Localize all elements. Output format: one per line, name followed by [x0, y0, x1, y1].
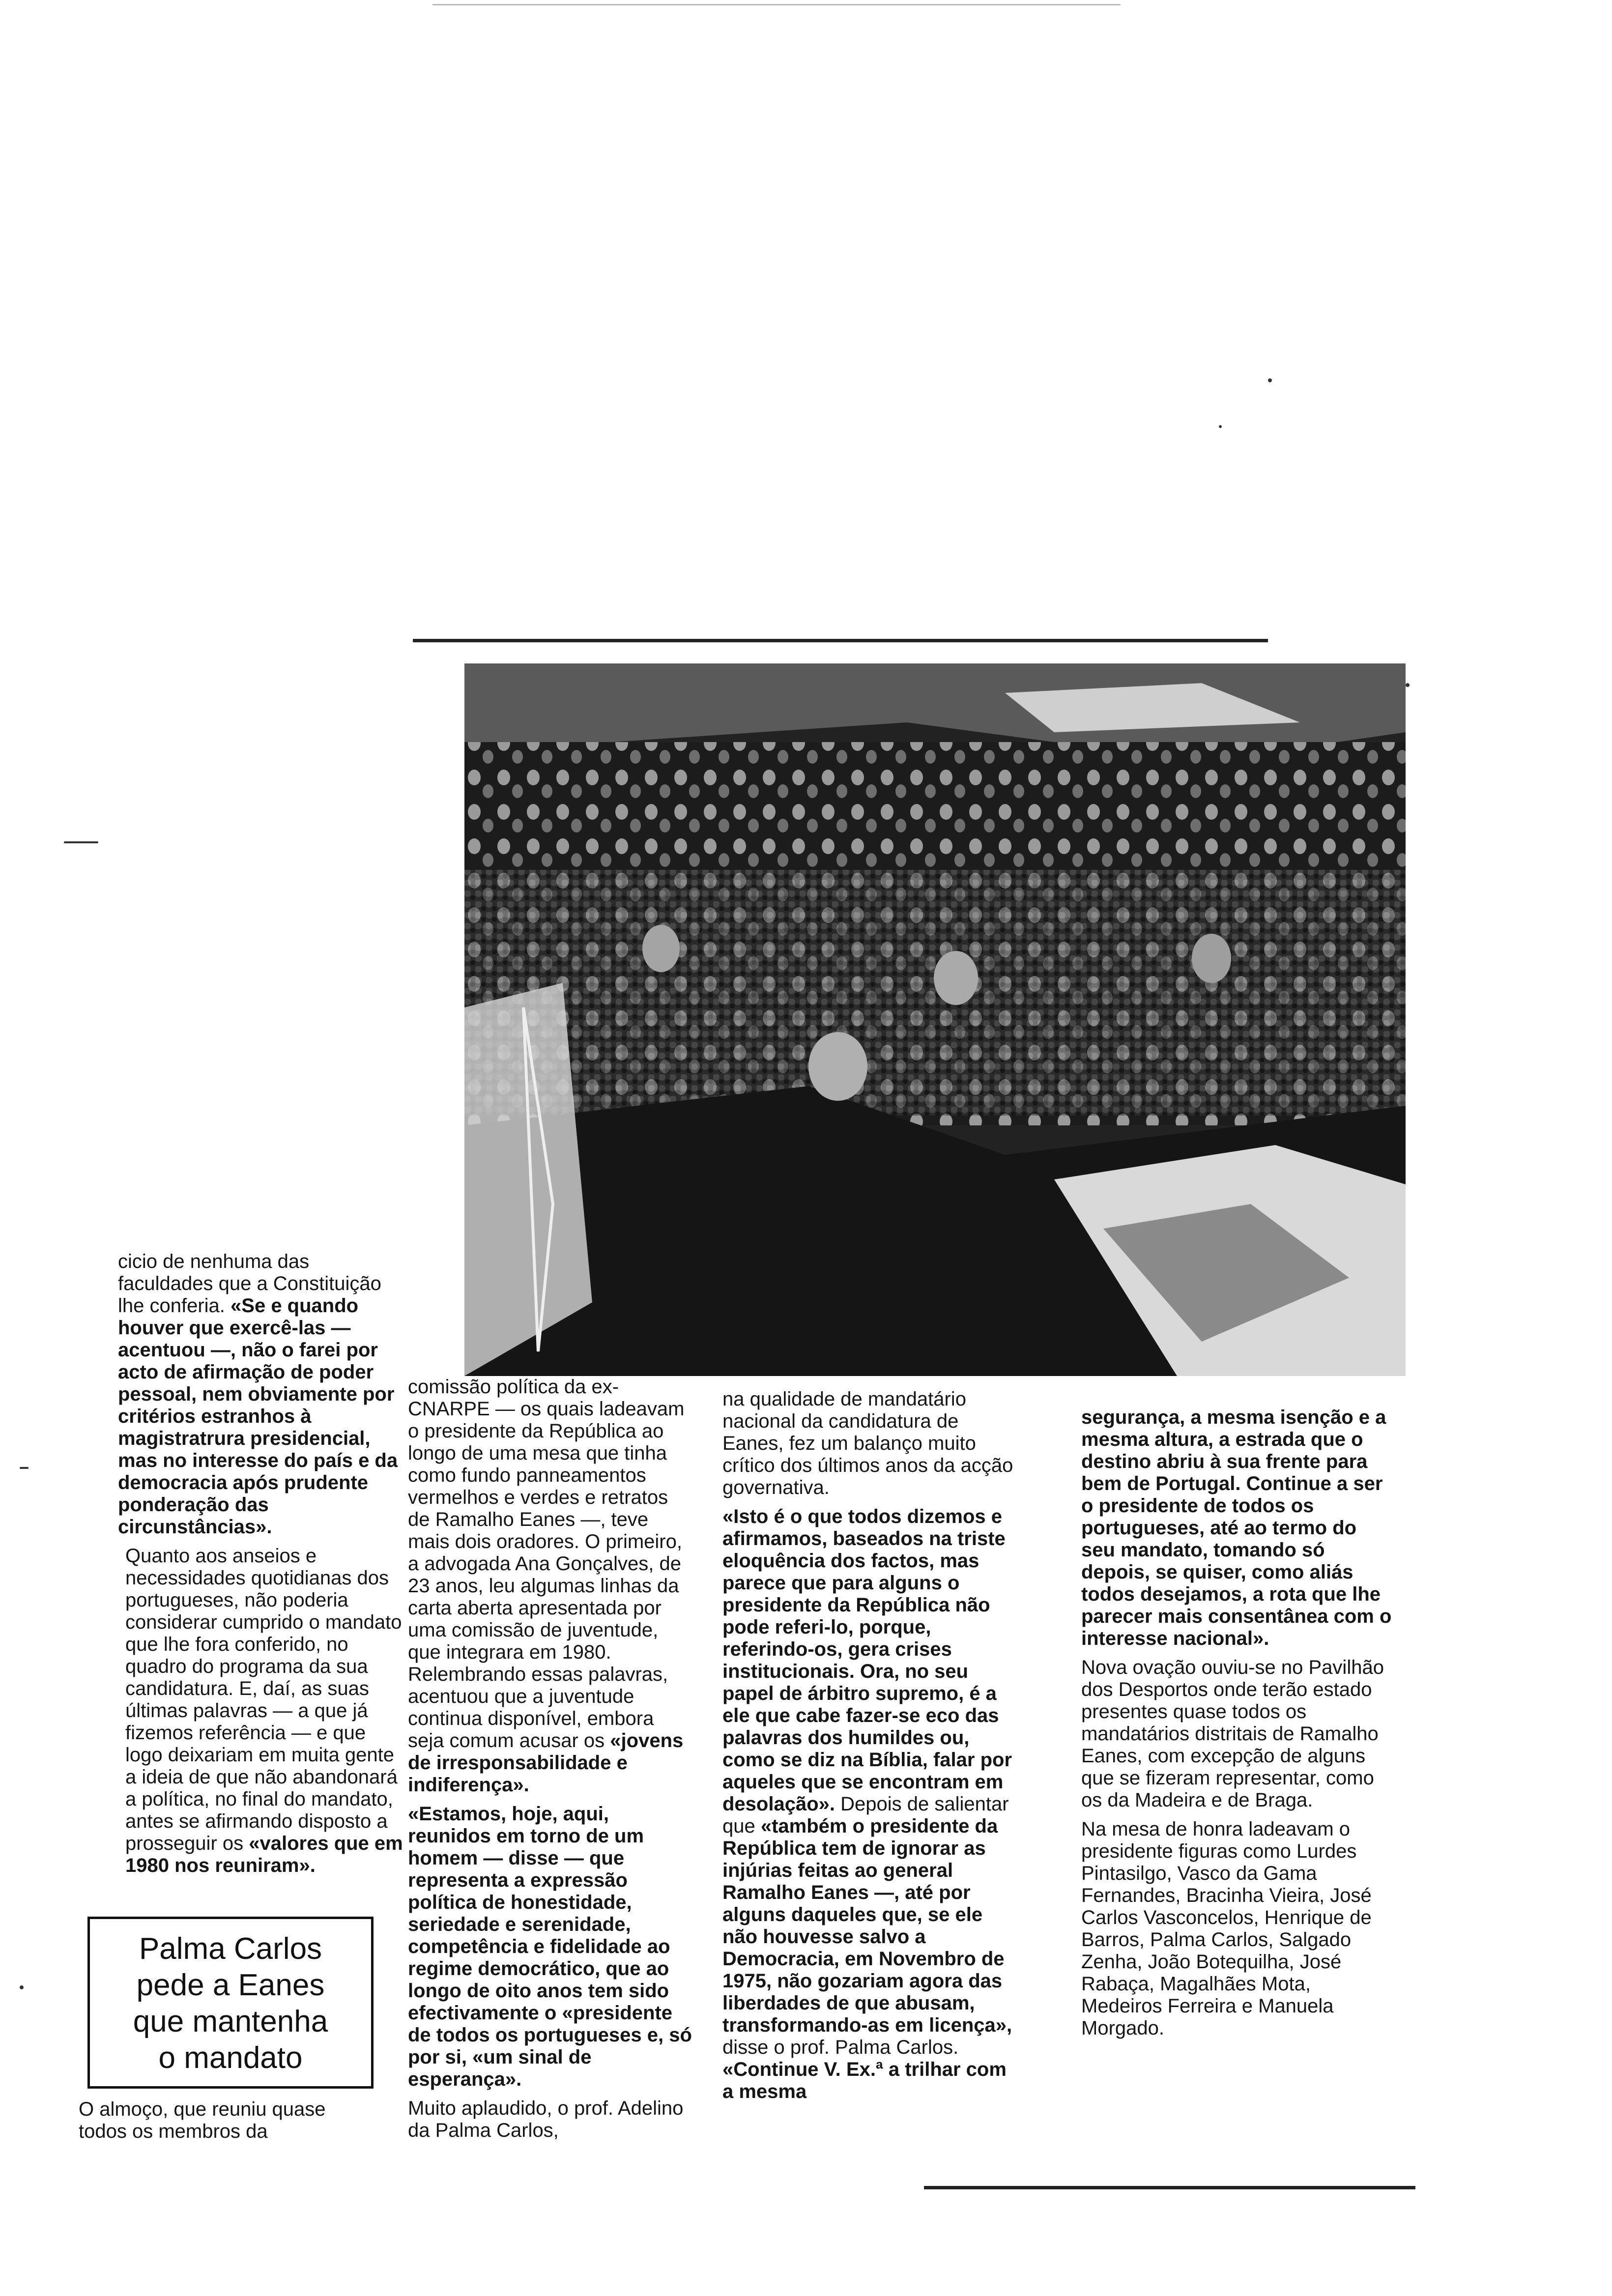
bottom-right-rule: [924, 2186, 1415, 2189]
column-4: [1081, 1406, 1396, 2046]
col3-quote-2: «também o presidente da República tem de ignorar as injúrias feitas ao general Ramalho Eanes —, até por alguns daqueles que, se ele não houvesse salvo a Democracia, em Novembro de 1975, não gozariam agora das liberdades de que abusam, transformando-as em licença»,: [722, 1815, 1012, 2036]
col3-paragraph-1: na qualidade de mandatário nacional da candidatura de Eanes, fez um balanço muito crítico dos últimos anos da acção governativa.: [722, 1388, 1013, 1498]
col3-paragraph-2: [722, 1506, 1017, 2103]
photo-top-rule: [413, 639, 1268, 642]
col4-paragraph-3: Na mesa de honra ladeavam o presidente figuras como Lurdes Pintasilgo, Vasco da Gama Fernandes, Bracinha Vieira, José Carlos Vasconcelos, Henrique de Barros, Palma Carlos, Salgado Zenha, João Botequilha, José Rabaça, Magalhães Mota, Medeiros Ferreira e Manuela Morgado.: [1081, 1818, 1372, 2039]
col3-text-2: disse o prof. Palma Carlos.: [722, 2037, 959, 2058]
col4-paragraph-1: segurança, a mesma isenção e a mesma altura, a estrada que o destino abriu à sua frente para bem de Portugal. Continue a ser o presidente de todos os portugueses, até ao termo do seu mandato, tomando só depois, se quiser, como aliás todos desejamos, a rota que lhe parecer mais consentânea com o interesse nacional».: [1081, 1406, 1392, 1649]
headline-line-1: Palma Carlos: [139, 1932, 322, 1966]
col4-paragraph-2: Nova ovação ouviu-se no Pavilhão dos Desportos onde terão estado presentes quase todos os mandatários distritais de Ramalho Eanes, com excepção de alguns que se fizeram representar, como os da Madeira e de Braga.: [1081, 1657, 1384, 1811]
scan-speck: [1268, 378, 1272, 382]
col2-paragraph-2: «Estamos, hoje, aqui, reunidos em torno de um homem — disse — que representa a expressão política de honestidade, seriedade e serenidade, competência e fidelidade ao regime democrático, que ao longo de oito anos tem sido efectivamente o «presidente de todos os portugueses e, só por si, «um sinal de esperança».: [408, 1803, 692, 2090]
col1-paragraph-2: [118, 1545, 403, 1877]
col1-paragraph-3: O almoço, que reuniu quase todos os membros da: [79, 2098, 326, 2142]
col1-text: cicio de nenhuma das faculdades que a Constituição lhe conferia.: [118, 1251, 381, 1317]
headline-line-4: o mandato: [158, 2041, 303, 2075]
column-2: [408, 1376, 693, 2149]
scan-speck: [1219, 425, 1222, 428]
crowd-photo-graphic: [464, 663, 1406, 1376]
headline-line-2: pede a Eanes: [136, 1968, 325, 2002]
col3-text: Depois de salientar que: [722, 1793, 1009, 1837]
top-scan-mark: [432, 4, 1121, 5]
news-photo: [464, 663, 1406, 1376]
scan-speck: [20, 1467, 29, 1469]
col1-text-2: Quanto aos anseios e necessidades quotidianas dos portugueses, não poderia considerar cumprido o mandato que lhe fora conferido, no quadro do programa da sua candidatura. E, daí, as suas últimas palavras — a que já fizemos referência — e que logo deixariam em muita gente a ideia de que não abandonará a política, no final do mandato, antes se afirmando disposto a prosseguir os: [125, 1545, 402, 1854]
column-3: [722, 1388, 1017, 2110]
scan-speck: [20, 1985, 24, 1989]
col3-quote: «Isto é o que todos dizemos e afirmamos, baseados na triste eloquência dos factos, mas parece que para alguns o presidente da República não pode referi-lo, porque, referindo-os, gera crises institucionais. Ora, no seu papel de árbitro supremo, é a ele que cabe fazer-se eco das palavras dos humildes ou, como se diz na Bíblia, falar por aqueles que se encontram em desolação».: [722, 1506, 1012, 1815]
column-1: [118, 1251, 403, 1884]
col2-quote: «jovens de irresponsabilidade e indiferença».: [408, 1730, 684, 1796]
col1-paragraph-1: [118, 1251, 403, 1538]
col2-text: comissão política da ex-CNARPE — os quais ladeavam o presidente da República ao longo de uma mesa que tinha como fundo panneamentos vermelhos e verdes e retratos de Ramalho Eanes —, teve mais dois oradores. O primeiro, a advogada Ana Gonçalves, de 23 anos, leu algumas linhas da carta aberta apresentada por uma comissão de juventude, que integrara em 1980. Relembrando essas palavras, acentuou que a juventude continua disponível, embora seja comum acusar os: [408, 1376, 685, 1751]
col2-paragraph-3: Muito aplaudido, o prof. Adelino da Palma Carlos,: [408, 2097, 684, 2141]
column-1-bottom: [79, 2098, 378, 2150]
col1-quote: «Se e quando houver que exercê-las — acentuou —, não o farei por acto de afirmação de poder pessoal, nem obviamente por critérios estranhos à magistratrura presidencial, mas no interesse do país e da democracia após prudente ponderação das circunstâncias».: [118, 1295, 398, 1538]
headline-line-3: que mantenha: [133, 2005, 328, 2038]
headline-box: [87, 1917, 374, 2089]
col1-quote-2: «valores que em 1980 nos reuniram».: [125, 1833, 403, 1876]
col3-quote-3: «Continue V. Ex.ª a trilhar com a mesma: [722, 2059, 1007, 2102]
scan-speck: [1406, 683, 1410, 687]
col2-paragraph-1: [408, 1376, 693, 1796]
scan-speck: [64, 841, 98, 843]
